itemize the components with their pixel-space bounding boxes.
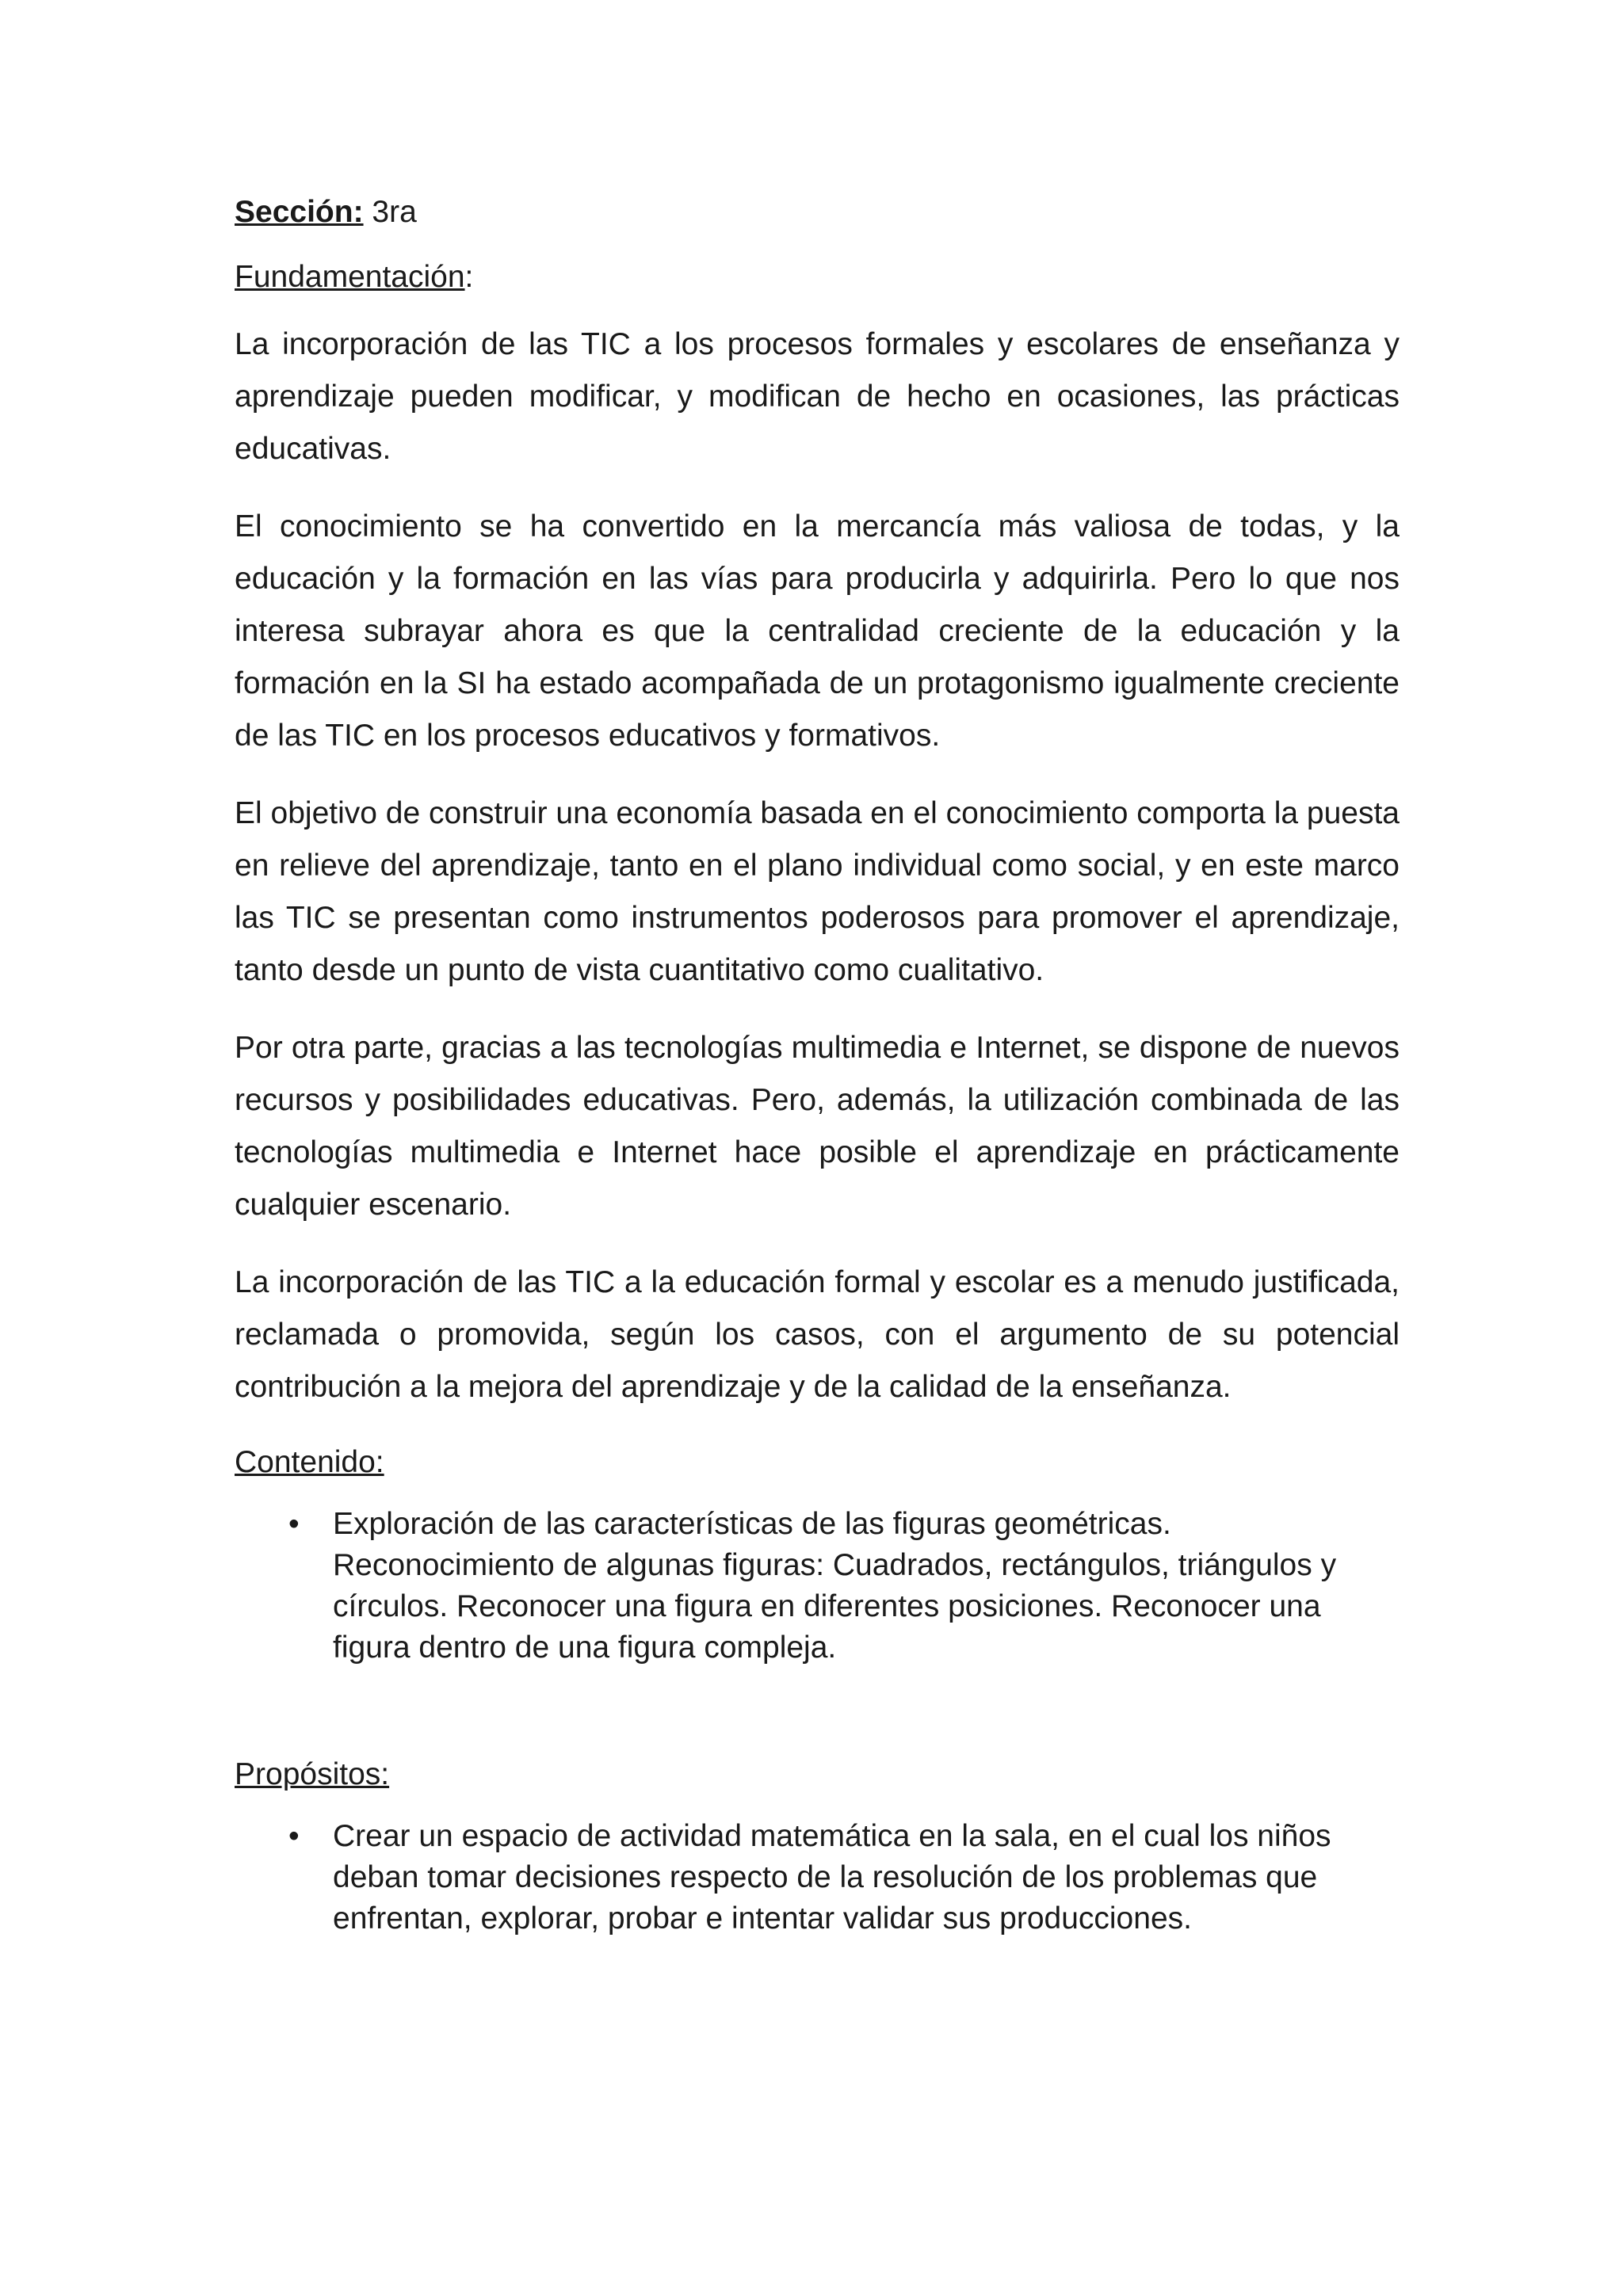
fundamentacion-heading-suffix: : xyxy=(464,260,474,294)
propositos-list-item xyxy=(235,1816,1400,1939)
fundamentacion-paragraph-1: La incorporación de las TIC a los procesos formales y escolares de enseñanza y aprendizaje pueden modificar, y modifican de hecho en ocasiones, las prácticas educativas. xyxy=(235,327,1400,466)
fundamentacion-paragraph-4: Por otra parte, gracias a las tecnologías multimedia e Internet, se dispone de nuevos recursos y posibilidades educativas. Pero, además, la utilización combinada de las tecnologías multimedia e Internet hace posible el aprendizaje en prácticamente cualquier escenario. xyxy=(235,1031,1400,1222)
spacer xyxy=(235,1669,1400,1751)
document-page xyxy=(235,189,1400,1939)
contenido-heading-text: Contenido: xyxy=(235,1445,384,1479)
section-label: Sección: xyxy=(235,195,364,229)
propositos-heading xyxy=(235,1751,1400,1798)
fundamentacion-heading-text: Fundamentación xyxy=(235,260,465,294)
propositos-list xyxy=(235,1816,1400,1939)
fundamentacion-paragraph-3: El objetivo de construir una economía basada en el conocimiento comporta la puesta en relieve del aprendizaje, tanto en el plano individual como social, y en este marco las TIC se presentan como instrumentos poderosos para promover el aprendizaje, tanto desde un punto de vista cuantitativo como cualitativo. xyxy=(235,796,1400,987)
contenido-heading xyxy=(235,1439,1400,1486)
propositos-heading-text: Propósitos: xyxy=(235,1757,390,1791)
contenido-list xyxy=(235,1504,1400,1669)
bullet-icon: • xyxy=(288,1819,300,1853)
fundamentacion-heading xyxy=(235,254,1400,301)
section-value: 3ra xyxy=(363,195,417,229)
section-line xyxy=(235,189,1400,236)
fundamentacion-paragraph-2: El conocimiento se ha convertido en la mercancía más valiosa de todas, y la educación y la formación en las vías para producirla y adquirirla. Pero lo que nos interesa subrayar ahora es que la centralidad creciente de la educación y la formación en la SI ha estado acompañada de un protagonismo igualmente creciente de las TIC en los procesos educativos y formativos. xyxy=(235,509,1400,753)
bullet-icon: • xyxy=(288,1507,300,1541)
propositos-item-text: Crear un espacio de actividad matemática en la sala, en el cual los niños deban tomar decisiones respecto de la resolución de los problemas que enfrentan, explorar, probar e intentar validar sus producciones. xyxy=(333,1819,1331,1936)
contenido-item-text: Exploración de las características de las figuras geométricas. Reconocimiento de algunas figuras: Cuadrados, rectángulos, triángulos y círculos. Reconocer una figura en diferentes posiciones. Reconocer una figura dentro de una figura compleja. xyxy=(333,1507,1337,1665)
fundamentacion-paragraph-5: La incorporación de las TIC a la educación formal y escolar es a menudo justificada, reclamada o promovida, según los casos, con el argumento de su potencial contribución a la mejora del aprendizaje y de la calidad de la enseñanza. xyxy=(235,1265,1400,1404)
contenido-list-item xyxy=(235,1504,1400,1669)
